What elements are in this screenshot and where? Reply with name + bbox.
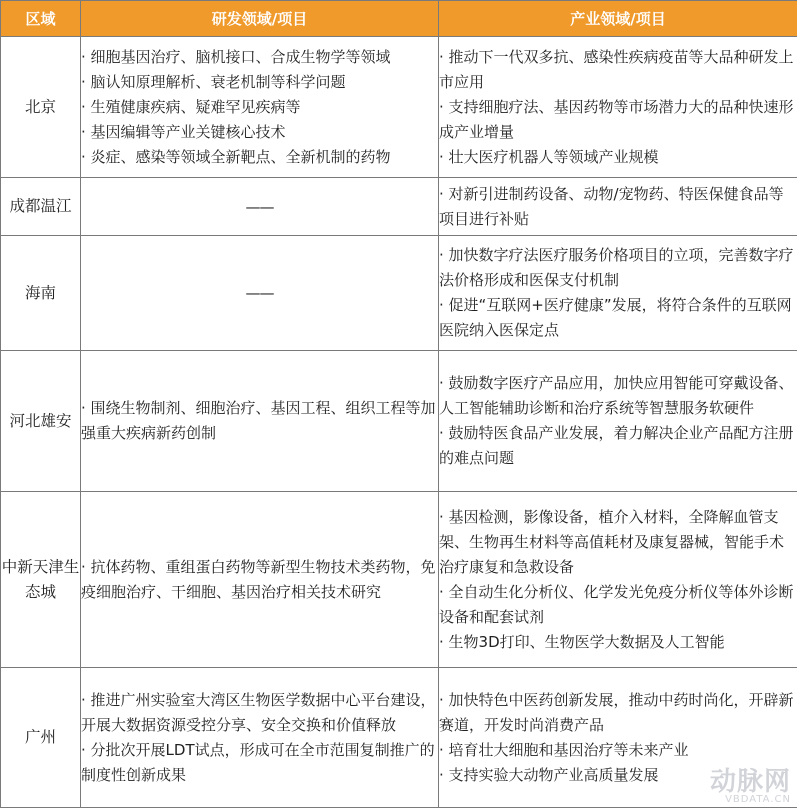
rd-cell (81, 492, 439, 668)
table-row (1, 178, 797, 236)
rd-cell (81, 351, 439, 492)
rd-cell (81, 668, 439, 808)
table-row (1, 236, 797, 351)
table-row (1, 668, 797, 808)
header-rd: 研发领域/项目 (81, 1, 439, 37)
region-cell: 成都温江 (1, 178, 81, 236)
watermark-logo (710, 769, 791, 805)
header-row (1, 1, 797, 37)
list-item: · 全自动生化分析仪、化学发光免疫分析仪等体外诊断设备和配套试剂 (439, 582, 794, 626)
industry-cell (439, 236, 797, 351)
list-item: · 细胞基因治疗、脑机接口、合成生物学等领域 (81, 47, 391, 66)
table-row (1, 351, 797, 492)
rd-cell-empty-dash: —— (81, 236, 439, 351)
table-row (1, 492, 797, 668)
list-item: · 鼓励数字医疗产品应用，加快应用智能可穿戴设备、人工智能辅助诊断和治疗系统等智慧服务软硬件 (439, 374, 794, 417)
list-item: · 生殖健康疾病、疑难罕见疾病等 (81, 97, 301, 116)
table-row (1, 37, 797, 178)
list-item: · 分批次开展LDT试点，形成可在全市范围复制推广的制度性创新成果 (81, 740, 435, 784)
list-item: · 培育壮大细胞和基因治疗等未来产业 (439, 740, 689, 759)
list-item: · 基因编辑等产业关键核心技术 (81, 122, 286, 141)
region-cell: 北京 (1, 37, 81, 178)
list-item: · 脑认知原理解析、衰老机制等科学问题 (81, 72, 346, 91)
industry-cell (439, 178, 797, 236)
list-item: · 加快数字疗法医疗服务价格项目的立项，完善数字疗法价格形成和医保支付机制 (439, 246, 794, 289)
list-item: · 基因检测，影像设备，植介入材料，全降解血管支架、生物再生材料等高值耗材及康复器械，智能手术治疗康复和急救设备 (439, 507, 785, 576)
list-item: · 对新引进制药设备、动物/宠物药、特医保健食品等项目进行补贴 (439, 184, 784, 228)
list-item: · 加快特色中医药创新发展，推动中药时尚化，开辟新赛道，开发时尚消费产品 (439, 690, 794, 734)
list-item: · 支持实验大动物产业高质量发展 (439, 765, 659, 784)
list-item: · 生物3D打印、生物医学大数据及人工智能 (439, 632, 725, 651)
industry-cell (439, 492, 797, 668)
watermark-name: 动脉网 (709, 767, 791, 797)
list-item: · 壮大医疗机器人等领域产业规模 (439, 147, 659, 166)
region-cell: 河北雄安 (1, 351, 81, 492)
list-item: · 鼓励特医食品产业发展，着力解决企业产品配方注册的难点问题 (439, 424, 794, 467)
rd-cell (81, 37, 439, 178)
industry-cell (439, 37, 797, 178)
watermark-url: VBDATA.CN (725, 794, 791, 805)
list-item: · 围绕生物制剂、细胞治疗、基因工程、组织工程等加强重大疾病新药创制 (81, 399, 436, 442)
header-region: 区域 (1, 1, 81, 37)
region-cell: 海南 (1, 236, 81, 351)
list-item: · 推动下一代双多抗、感染性疾病疫苗等大品种研发上市应用 (439, 47, 794, 91)
list-item: · 支持细胞疗法、基因药物等市场潜力大的品种快速形成产业增量 (439, 97, 794, 141)
list-item: · 促进“互联网+医疗健康”发展，将符合条件的互联网医院纳入医保定点 (439, 296, 792, 339)
industry-cell (439, 351, 797, 492)
header-industry: 产业领域/项目 (439, 1, 797, 37)
list-item: · 推进广州实验室大湾区生物医学数据中心平台建设，开展大数据资源受控分享、安全交换和价值释放 (81, 690, 436, 734)
list-item: · 炎症、感染等领域全新靶点、全新机制的药物 (81, 147, 391, 166)
region-cell: 中新天津生态城 (1, 492, 81, 668)
list-item: · 抗体药物、重组蛋白药物等新型生物技术类药物，免疫细胞治疗、干细胞、基因治疗相关技术研究 (81, 557, 436, 601)
region-cell: 广州 (1, 668, 81, 808)
rd-cell-empty-dash: —— (81, 178, 439, 236)
